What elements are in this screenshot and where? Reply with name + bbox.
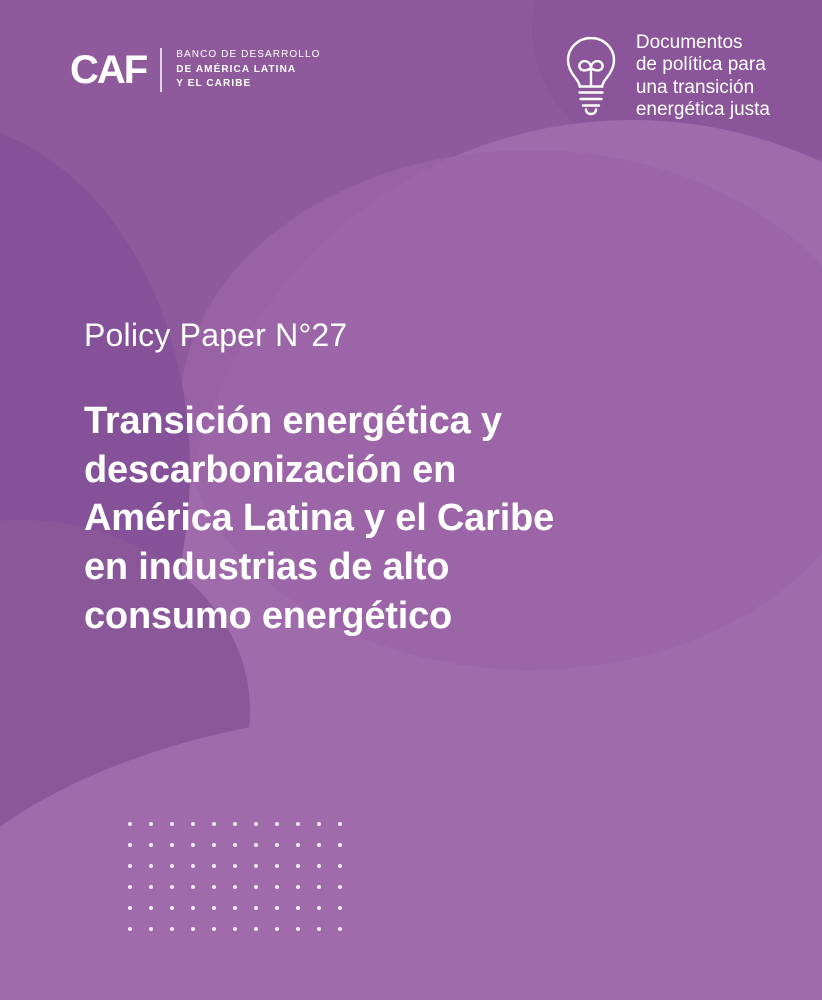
dot [128, 843, 132, 847]
dot [233, 822, 237, 826]
dot [170, 864, 174, 868]
dot [191, 927, 195, 931]
dot [254, 843, 258, 847]
dot [296, 927, 300, 931]
dot [317, 864, 321, 868]
dot [275, 864, 279, 868]
dot [296, 885, 300, 889]
dot [191, 864, 195, 868]
caf-logo-line1: BANCO DE DESARROLLO [176, 49, 321, 61]
dot [275, 885, 279, 889]
dot [212, 864, 216, 868]
dot [254, 885, 258, 889]
dot [296, 822, 300, 826]
dot [296, 843, 300, 847]
dot [128, 864, 132, 868]
dot [170, 906, 174, 910]
dot [296, 864, 300, 868]
dot [149, 927, 153, 931]
dot [233, 843, 237, 847]
dot [233, 864, 237, 868]
series-branding [560, 32, 770, 122]
series-line2: de política para [635, 54, 766, 76]
dot [170, 927, 174, 931]
dot [275, 822, 279, 826]
dot [254, 864, 258, 868]
dot [338, 927, 342, 931]
title-block [84, 318, 604, 640]
dot [212, 906, 216, 910]
dot [317, 927, 321, 931]
dot [170, 885, 174, 889]
logo-divider [160, 48, 162, 92]
series-title [636, 32, 770, 122]
dot [149, 822, 153, 826]
dot [212, 822, 216, 826]
dot [128, 906, 132, 910]
caf-logo-mark: CAF [70, 48, 147, 92]
dot [254, 822, 258, 826]
dot [275, 843, 279, 847]
series-line4: energética justa [635, 99, 770, 121]
dot [149, 864, 153, 868]
dot-grid-decoration [128, 822, 359, 948]
caf-logo-line3: Y EL CARIBE [176, 78, 252, 90]
dot [317, 843, 321, 847]
dot [338, 906, 342, 910]
dot [212, 885, 216, 889]
dot [296, 906, 300, 910]
dot [128, 885, 132, 889]
series-line3: una transición [635, 76, 755, 98]
dot [233, 927, 237, 931]
dot [338, 885, 342, 889]
dot [191, 906, 195, 910]
dot [212, 927, 216, 931]
dot [170, 822, 174, 826]
caf-logo-text [176, 48, 320, 92]
dot [233, 885, 237, 889]
dot [317, 885, 321, 889]
lightbulb-icon [560, 34, 622, 121]
dot [254, 906, 258, 910]
dot [317, 822, 321, 826]
series-line1: Documentos [635, 32, 743, 53]
dot [338, 864, 342, 868]
dot [128, 822, 132, 826]
caf-logo-line2: DE AMÉRICA LATINA [176, 63, 297, 75]
cover-header [0, 0, 822, 145]
dot [149, 843, 153, 847]
dot [338, 843, 342, 847]
dot [128, 927, 132, 931]
page-title: Transición energética y descarbonización en América Latina y el Caribe en industrias de alto consumo energético [84, 400, 555, 637]
dot [212, 843, 216, 847]
dot [338, 822, 342, 826]
dot [233, 906, 237, 910]
paper-number: Policy Paper N°27 [84, 317, 348, 353]
dot [191, 822, 195, 826]
dot [317, 906, 321, 910]
dot [149, 906, 153, 910]
dot [170, 843, 174, 847]
dot [275, 906, 279, 910]
dot [275, 927, 279, 931]
caf-logo [70, 48, 320, 92]
dot [191, 843, 195, 847]
dot [191, 885, 195, 889]
dot [254, 927, 258, 931]
dot [149, 885, 153, 889]
